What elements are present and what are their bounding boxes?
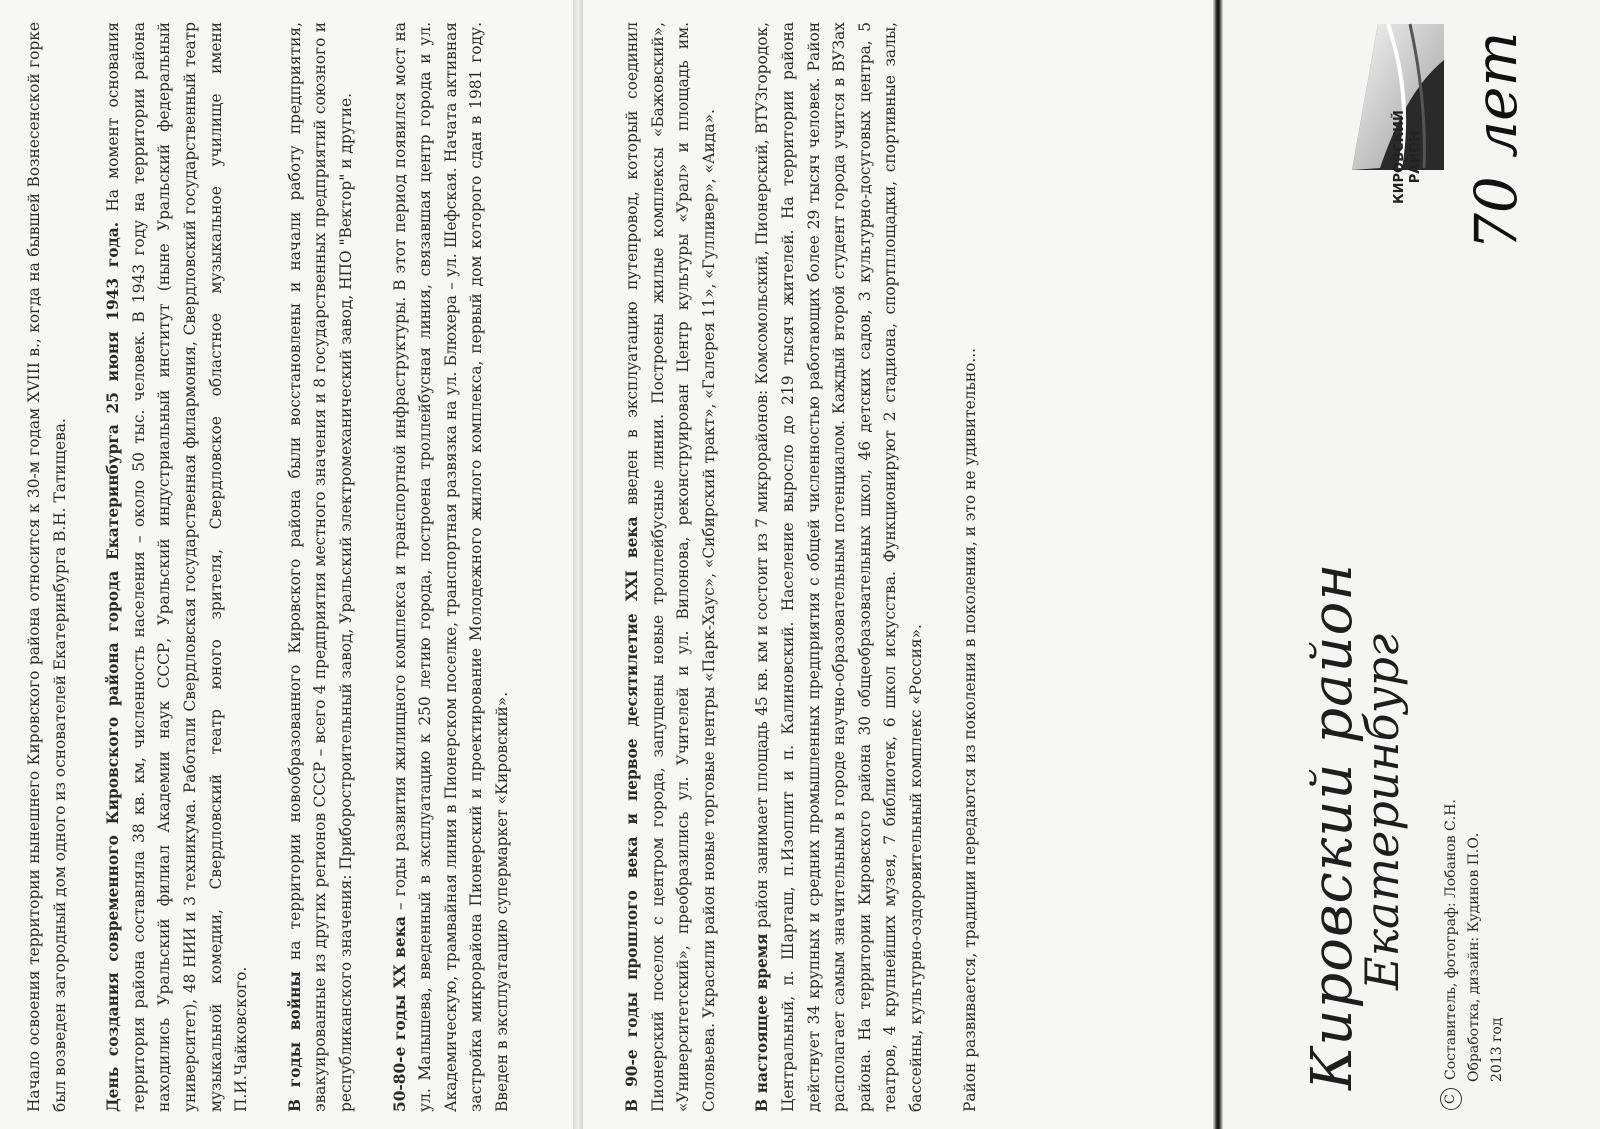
history-paragraph: День создания современного Кировского района города Екатеринбурга 25 июня 1943 года. На момент основания территория района составляла 38 кв. км, численность населения – около 50 тыс. человек. В 1943 году на территории района находились Уральский филиал Академии наук СССР, Уральский индустриальный институт (ныне Уральский федеральный университет), 48 НИИ и 3 техникума. Работали Свердловская государственная филармония, Свердловский государственный театр музыкальной комедии, Свердловский театр юного зрителя, Свердловское областное музыкальное училище имени П.И.Чайковского. xyxy=(104,22,251,1112)
credit-line: Обработка, дизайн: Кудинов П.О. xyxy=(1466,832,1482,1082)
history-paragraph: В годы войны на территории новообразованного Кировского района были восстановлены и начали работу предприятия, эвакуированные из других регионов СССР – всего 4 предприятия местного значения и 8 государственных предприятий союзного и республиканского значения: Приборостроительный завод, Уральский электромеханический завод, НПО "Вектор" и другие. xyxy=(285,22,355,1112)
anniversary-label: 70 лет xyxy=(1462,31,1530,250)
credit-line: CСоставитель, фотограф: Лобанов С.Н. xyxy=(1440,750,1463,1110)
fold-line-dark xyxy=(1213,0,1223,1129)
modern-text-column xyxy=(620,22,1011,1112)
modern-paragraph: В 90-е годы прошлого века и первое десятилетие XXI века введен в эксплуатацию путепровод, который соединил Пионерский поселок с центром города, запущены новые троллейбусные линии. Построены жилые комплексы «Бажовский», «Университетский», преобразились ул. Учителей и ул. Вилонова, реконструирован Центр культуры «Урал» и площадь им. Соловьева. Украсили район новые торговые центры «Парк-Хаус», «Сибирский тракт», «Галерея 11», «Гулливер», «Аида». xyxy=(623,22,718,1112)
cover-title: Кировский район xyxy=(1300,562,1365,1090)
credits-block xyxy=(1440,750,1509,1110)
cover-subtitle: Екатеринбург xyxy=(1355,633,1409,990)
modern-paragraph: Район развивается, традиции передаются из поколения в поколения, и это не удивительно... xyxy=(960,347,979,1112)
history-paragraph: 50-80-е годы XX века – годы развития жилищного комплекса и транспортной инфраструктуры. В этот период появился мост на ул. Малышева, введенный в эксплуатацию к 250 летию города, построена троллейбусная линия, связавшая центр города и ул. Академическую, трамвайная линия в Пионерском поселке, транспортная развязка на ул. Блюхера – ул. Шефская. Начата активная застройка микрорайона Пионерский и проектирование Молодежного жилого комплекса, первый дом которого сдан в 1981 году. Введен в эксплуатацию супермаркет «Кировский». xyxy=(390,22,511,1112)
copyright-icon: C xyxy=(1440,1088,1462,1110)
history-text-column xyxy=(22,22,544,1112)
fold-line xyxy=(573,0,583,1129)
credit-year: 2013 год xyxy=(1489,1017,1505,1082)
modern-paragraph: В настоящее время район занимает площадь 45 кв. км и состоит из 7 микрорайонов: Комсомольский, Пионерский, ВТУЗгородок, Центральный, п. Шарташ, п.Изоплит и п. Калиновский. Население выросло до 219 тысяч жителей. На территории района действует 34 крупных и средних промышленных предприятия с общей численностью работающих более 29 тысяч человек. Район располагает самым значительным в городе научно-образовательным потенциалом. Каждый второй студент города учится в ВУЗах района. На территории Кировского района 30 общеобразовательных школ, 46 детских садов, 3 культурно-досуговых центра, 5 театров, 4 крупнейших музея, 7 библиотек, 6 школ искусства. Функционируют 2 стадиона, спортплощадки, спортивные залы, бассейны, культурно-оздоровительный комплекс «Россия». xyxy=(753,22,925,1112)
logo-text: КИРОВСКИЙ РАЙОН xyxy=(1392,110,1423,204)
history-paragraph: Начало освоения территории нынешнего Кировского района относится к 30-м годам XVIII в., когда на бывшей Вознесенской горке был возведен загородный дом одного из основателей Екатеринбурга В.Н. Татищева. xyxy=(25,22,69,1112)
